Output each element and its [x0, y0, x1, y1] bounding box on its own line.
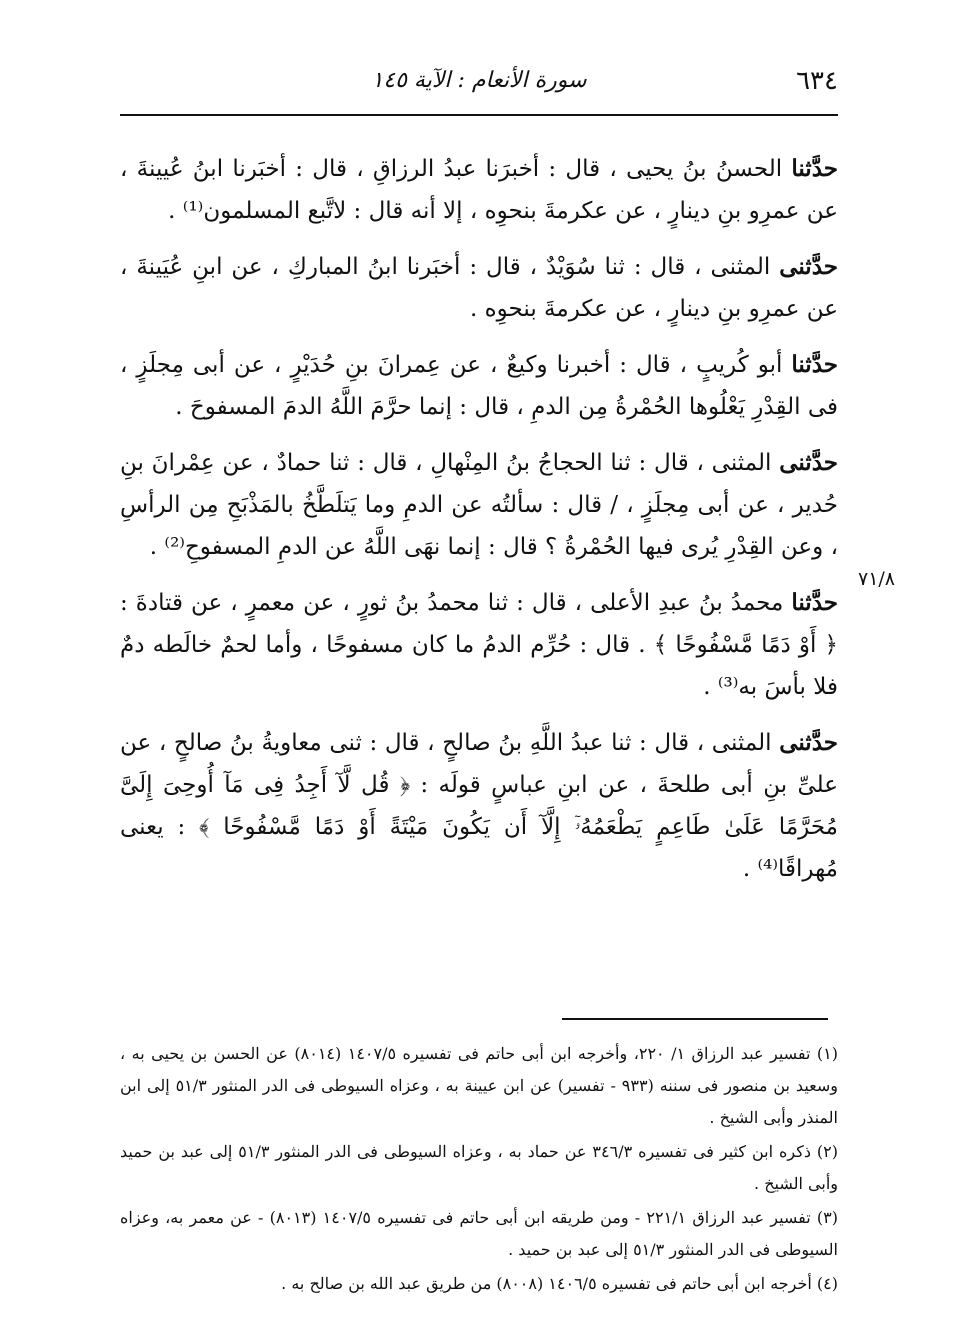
hadith-paragraph	[120, 148, 838, 232]
hadith-paragraph	[120, 246, 838, 330]
footnote: (١) تفسير عبد الرزاق ١/ ٢٢٠، وأخرجه ابن أبى حاتم فى تفسيره ١٤٠٧/٥ (٨٠١٤) عن الحسن بن يحيى به ، وسعيد بن منصور فى سننه (٩٣٣ - تفسير) عن ابن عيينة به ، وعزاه السيوطى فى الدر المنثور ٥١/٣ إلى ابن المنذر وأبى الشيخ .	[120, 1044, 839, 1127]
footnote: (٤) أخرجه ابن أبى حاتم فى تفسيره ١٤٠٦/٥ (٨٠٠٨) من طريق عبد الله بن صالح به .	[281, 1274, 838, 1293]
narration-lead: حدَّثنا	[791, 351, 838, 378]
page-number: ٦٣٤	[796, 66, 838, 96]
footnotes	[120, 1038, 838, 1302]
narration-lead: حدَّثنا	[791, 589, 838, 616]
paragraph-text: محمدُ بنُ عبدِ الأعلى ، قال : ثنا محمدُ بنُ ثورٍ ، عن معمرٍ ، عن قتادةَ : ﴿ أَوْ دَمًا مَّسْفُوحًا ﴾ . قال : حُرِّم الدمُ ما كان مسفوحًا ، وأما لحمٌ خالَطه دمٌ فلا بأسَ به⁽³⁾ .	[120, 590, 838, 700]
footnote: (٢) ذكره ابن كثير فى تفسيره ٣٤٦/٣ عن حماد به ، وعزاه السيوطى فى الدر المنثور ٥١/٣ إلى عبد بن حميد وأبى الشيخ .	[120, 1142, 838, 1193]
footnote: (٣) تفسير عبد الرزاق ٢٢١/١ - ومن طريقه ابن أبى حاتم فى تفسيره ١٤٠٧/٥ (٨٠١٣) - عن معمر به، وعزاه السيوطى فى الدر المنثور ٥١/٣ إلى عبد بن حميد .	[120, 1208, 838, 1259]
paragraph-text: المثنى ، قال : ثنا عبدُ اللَّهِ بنُ صالحٍ ، قال : ثنى معاويةُ بنُ صالحٍ ، عن علىِّ بنِ أبى طلحةَ ، عن ابنِ عباسٍ قولَه : ﴿ قُل لَّآ أَجِدُ فِى مَآ أُوحِىَ إِلَىَّ مُحَرَّمًا عَلَىٰ طَاعِمٍ يَطْعَمُهُۥٓ إِلَّآ أَن يَكُونَ مَيْتَةً أَوْ دَمًا مَّسْفُوحًا ﴾ : يعنى مُهراقًا⁽⁴⁾ .	[120, 730, 838, 882]
paragraph-text: أبو كُريبٍ ، قال : أخبرنا وكيعٌ ، عن عِمرانَ بنِ حُدَيْرٍ ، عن أبى مِجلَزٍ ، فى القِدْرِ يَعْلُوها الحُمْرةُ مِن الدمِ ، قال : إنما حرَّمَ اللَّهُ الدمَ المسفوحَ .	[120, 352, 838, 420]
narration-lead: حدَّثنا	[791, 155, 838, 182]
main-text	[120, 148, 838, 904]
paragraph-text: المثنى ، قال : ثنا الحجاجُ بنُ المِنْهالِ ، قال : ثنا حمادٌ ، عن عِمْرانَ بنِ حُدير ، عن أبى مِجلَزٍ ، / قال : سألتُه عن الدمِ وما يَتلَطَّخُ بالمَذْبَحِ مِن الرأسِ ، وعن القِدْرِ يُرى فيها الحُمْرةُ ؟ قال : إنما نهَى اللَّهُ عن الدمِ المسفوحِ⁽²⁾ .	[120, 450, 838, 560]
narration-lead: حدَّثنى	[779, 449, 838, 476]
hadith-paragraph	[120, 722, 838, 890]
footnote-divider	[562, 1018, 828, 1020]
narration-lead: حدَّثنى	[779, 729, 838, 756]
margin-reference: ٧١/٨	[858, 568, 896, 590]
header-divider	[120, 114, 838, 116]
hadith-paragraph	[120, 442, 838, 568]
page-title: سورة الأنعام : الآية ١٤٥	[371, 68, 587, 93]
running-head	[120, 62, 838, 108]
paragraph-text: الحسنُ بنُ يحيى ، قال : أخبرَنا عبدُ الرزاقِ ، قال : أخبَرنا ابنُ عُيينةَ ، عن عمرِو بنِ دينارٍ ، عن عكرمةَ بنحوِه ، إلا أنه قال : لاتَّبع المسلمون⁽¹⁾ .	[120, 156, 838, 224]
narration-lead: حدَّثنى	[779, 253, 838, 280]
hadith-paragraph	[120, 582, 838, 708]
paragraph-text: المثنى ، قال : ثنا سُوَيْدٌ ، قال : أخبَرنا ابنُ المباركِ ، عن ابنِ عُيَينةَ ، عن عمرِو بنِ دينارٍ ، عن عكرمةَ بنحوِه .	[120, 254, 838, 322]
hadith-paragraph	[120, 344, 838, 428]
